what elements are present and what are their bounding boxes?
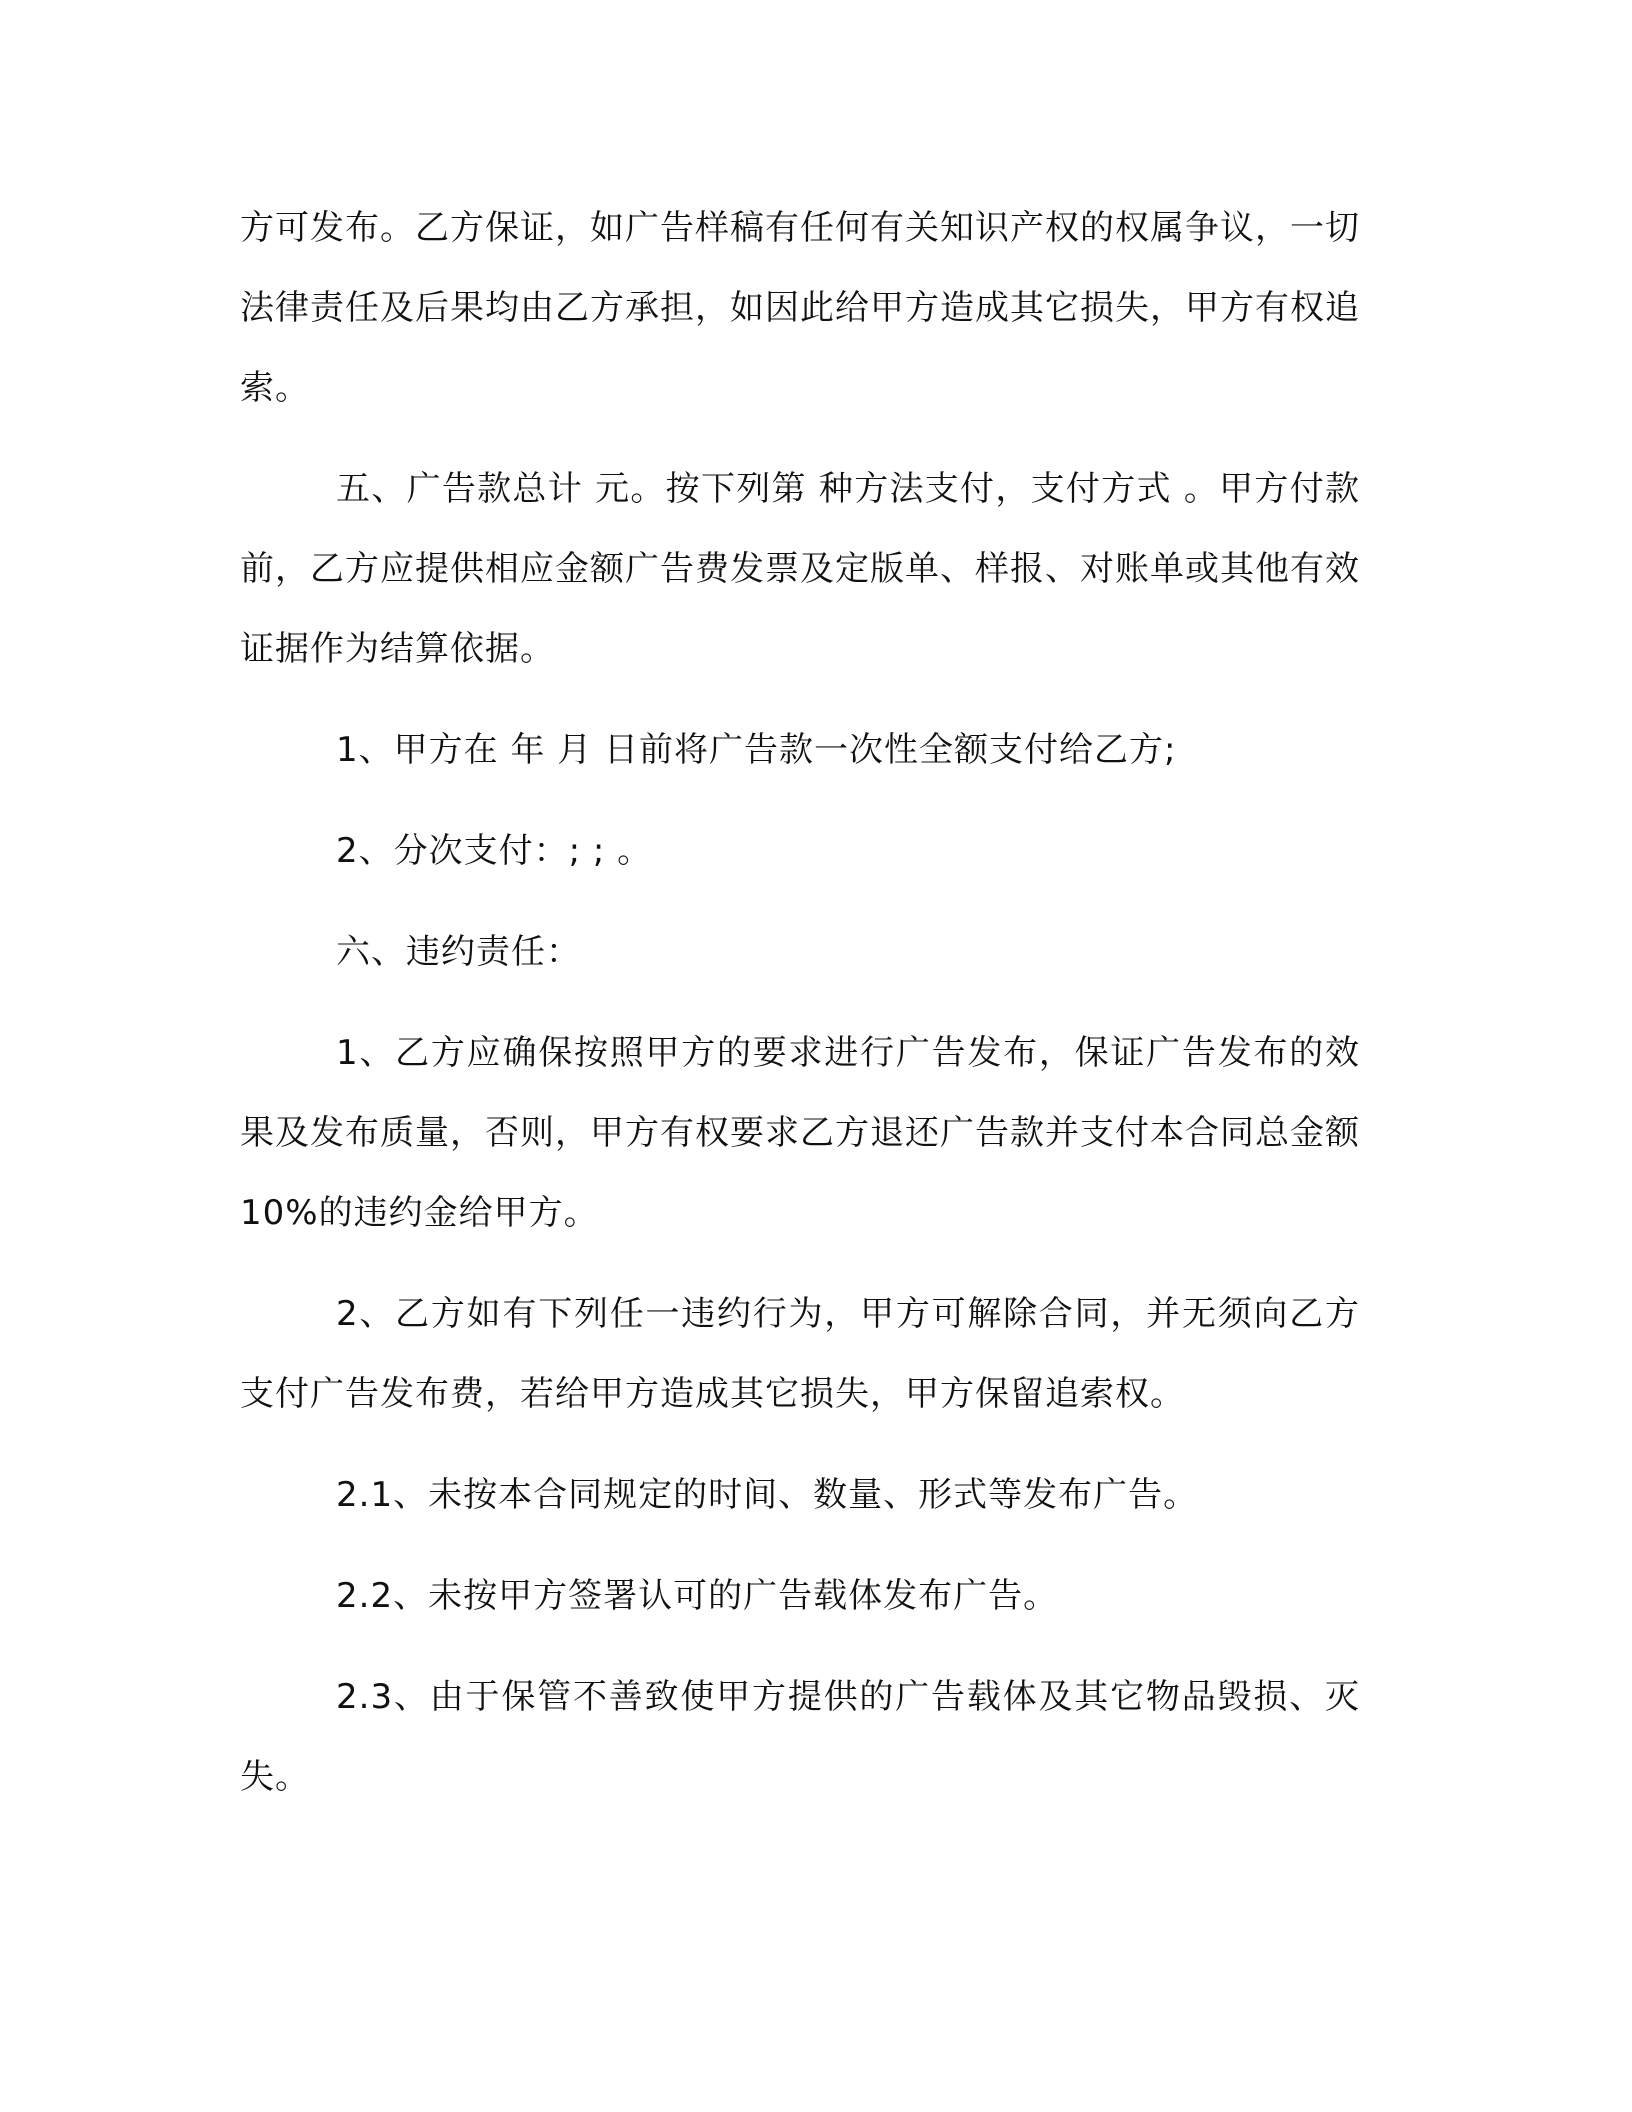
- paragraph-clause-5-payment: 五、广告款总计 元。按下列第 种方法支付，支付方式 。甲方付款前，乙方应提供相应金额广告费发票及定版单、样报、对账单或其他有效证据作为结算依据。: [240, 469, 1360, 669]
- heading-clause-6-breach: 六、违约责任：: [336, 932, 581, 972]
- paragraph-breach-item-2-3: 2.3、由于保管不善致使甲方提供的广告载体及其它物品毁损、灭失。: [240, 1677, 1360, 1797]
- paragraph-payment-option-1: 1、甲方在 年 月 日前将广告款一次性全额支付给乙方;: [336, 730, 1177, 770]
- paragraph-breach-item-2: 2、乙方如有下列任一违约行为，甲方可解除合同，并无须向乙方支付广告发布费，若给甲方造成其它损失，甲方保留追索权。: [240, 1294, 1360, 1414]
- paragraph-breach-item-1: 1、乙方应确保按照甲方的要求进行广告发布，保证广告发布的效果及发布质量，否则，甲方有权要求乙方退还广告款并支付本合同总金额 10%的违约金给甲方。: [240, 1033, 1360, 1233]
- paragraph-payment-option-2: 2、分次支付：; ; 。: [336, 831, 653, 871]
- paragraph-breach-item-2-2: 2.2、未按甲方签署认可的广告载体发布广告。: [336, 1576, 1059, 1616]
- document-body: [240, 188, 1360, 1817]
- paragraph-continued-clause: 方可发布。乙方保证，如广告样稿有任何有关知识产权的权属争议，一切法律责任及后果均由乙方承担，如因此给甲方造成其它损失，甲方有权追索。: [240, 208, 1360, 408]
- paragraph-breach-item-2-1: 2.1、未按本合同规定的时间、数量、形式等发布广告。: [336, 1475, 1199, 1515]
